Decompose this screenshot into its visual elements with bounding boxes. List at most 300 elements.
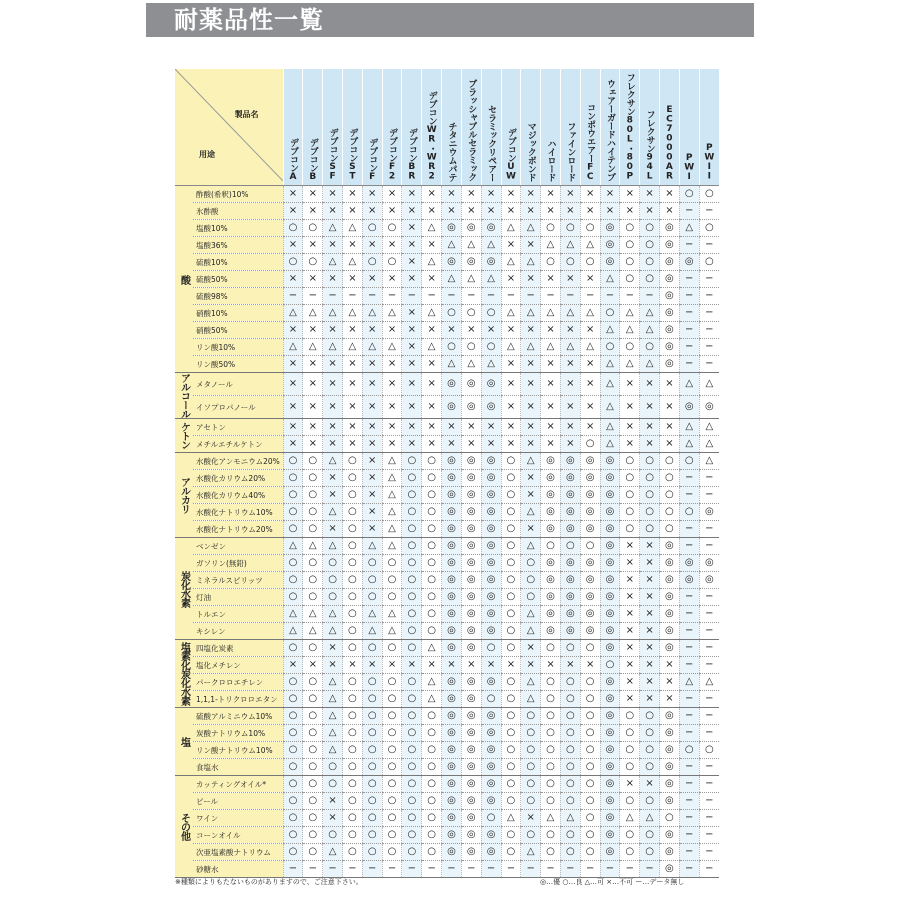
rating-cell: × [560, 322, 580, 339]
rating-cell: × [501, 356, 521, 373]
rating-cell: ○ [541, 844, 561, 861]
rating-cell: ○ [640, 725, 660, 742]
rating-cell: △ [323, 708, 343, 725]
rating-cell: × [422, 356, 442, 373]
product-name-label: 製品名 [234, 110, 259, 119]
rating-cell: ○ [501, 793, 521, 810]
rating-cell: − [679, 759, 699, 776]
rating-cell: △ [461, 271, 481, 288]
rating-cell: × [283, 271, 303, 288]
rating-cell: ○ [560, 220, 580, 237]
rating-cell: × [501, 203, 521, 220]
category-cell [175, 776, 193, 878]
rating-cell: ○ [620, 487, 640, 504]
table-row [175, 373, 719, 396]
rating-cell: △ [382, 339, 402, 356]
rating-cell: ○ [501, 538, 521, 555]
rating-cell: ○ [283, 220, 303, 237]
rating-cell: ○ [501, 572, 521, 589]
table-body [175, 186, 719, 878]
rating-cell: × [620, 186, 640, 203]
rating-cell: ○ [283, 708, 303, 725]
rating-cell: × [620, 419, 640, 436]
rating-cell: ○ [620, 237, 640, 254]
rating-cell: ◎ [541, 555, 561, 572]
category-label: その他 [178, 813, 190, 840]
rating-cell: × [283, 356, 303, 373]
rating-cell: ◎ [660, 237, 680, 254]
rating-cell: − [699, 810, 719, 827]
rating-cell: ◎ [442, 555, 462, 572]
table-row [175, 793, 719, 810]
rating-cell: ○ [362, 572, 382, 589]
column-header-label: デブコンB [307, 137, 318, 181]
rating-cell: ◎ [442, 606, 462, 623]
rating-cell: ○ [541, 538, 561, 555]
rating-cell: ○ [343, 810, 363, 827]
rating-cell: ○ [580, 776, 600, 793]
rating-cell: ◎ [600, 538, 620, 555]
rating-cell: × [343, 237, 363, 254]
rating-cell: − [699, 322, 719, 339]
rating-cell: × [461, 419, 481, 436]
rating-cell: △ [521, 691, 541, 708]
table-row [175, 657, 719, 674]
rating-cell: × [362, 322, 382, 339]
rating-cell: ○ [303, 504, 323, 521]
column-header-label: マジックボンド [525, 121, 536, 181]
rating-cell: × [521, 521, 541, 538]
rating-cell: − [679, 203, 699, 220]
rating-cell: × [620, 572, 640, 589]
rating-cell: − [699, 793, 719, 810]
rating-cell: ○ [343, 589, 363, 606]
rating-cell: ◎ [461, 691, 481, 708]
column-header [283, 69, 303, 186]
rating-cell: ◎ [481, 453, 501, 470]
rating-cell: ○ [283, 776, 303, 793]
rating-cell: △ [481, 356, 501, 373]
rating-cell: × [660, 419, 680, 436]
table-row [175, 606, 719, 623]
rating-cell: △ [620, 356, 640, 373]
rating-cell: ○ [283, 589, 303, 606]
rating-cell: ◎ [660, 271, 680, 288]
rating-cell: × [521, 203, 541, 220]
table-row [175, 725, 719, 742]
rating-cell: − [679, 640, 699, 657]
rating-cell: × [501, 186, 521, 203]
rating-cell: △ [362, 305, 382, 322]
rating-cell: ◎ [600, 589, 620, 606]
rating-cell: △ [283, 305, 303, 322]
rating-cell: − [560, 861, 580, 878]
rating-cell: ◎ [679, 555, 699, 572]
rating-cell: − [699, 237, 719, 254]
rating-cell: × [362, 419, 382, 436]
row-label: 水酸化アンモニウム20% [193, 453, 283, 470]
rating-cell: − [501, 288, 521, 305]
rating-cell: ◎ [442, 396, 462, 419]
rating-cell: × [402, 322, 422, 339]
rating-cell: − [323, 288, 343, 305]
rating-cell: △ [362, 339, 382, 356]
rating-cell: × [362, 657, 382, 674]
rating-cell: × [560, 373, 580, 396]
rating-cell: ○ [323, 827, 343, 844]
rating-cell: ○ [699, 742, 719, 759]
rating-cell: ◎ [600, 606, 620, 623]
rating-cell: ◎ [600, 674, 620, 691]
rating-cell: ○ [640, 759, 660, 776]
rating-cell: ○ [580, 220, 600, 237]
column-header [541, 69, 561, 186]
column-header [640, 69, 660, 186]
rating-cell: ◎ [461, 220, 481, 237]
rating-cell: × [303, 271, 323, 288]
rating-cell: △ [323, 691, 343, 708]
table-row [175, 810, 719, 827]
rating-cell: △ [501, 305, 521, 322]
rating-cell: ○ [362, 674, 382, 691]
rating-cell: ○ [660, 521, 680, 538]
rating-cell: × [442, 657, 462, 674]
rating-cell: ◎ [580, 504, 600, 521]
rating-cell: ○ [283, 470, 303, 487]
rating-cell: ○ [501, 674, 521, 691]
column-header [560, 69, 580, 186]
rating-cell: △ [461, 356, 481, 373]
rating-cell: × [402, 237, 422, 254]
category-cell [175, 186, 193, 373]
rating-cell: △ [521, 606, 541, 623]
rating-cell: − [679, 470, 699, 487]
rating-cell: × [521, 419, 541, 436]
row-label: 水酸化カリウム20% [193, 470, 283, 487]
rating-cell: × [362, 521, 382, 538]
rating-cell: × [640, 657, 660, 674]
rating-cell: × [283, 186, 303, 203]
column-header [422, 69, 442, 186]
rating-cell: ○ [402, 725, 422, 742]
rating-cell: ○ [640, 793, 660, 810]
rating-cell: ◎ [600, 640, 620, 657]
rating-cell: ◎ [560, 555, 580, 572]
rating-cell: ○ [382, 742, 402, 759]
rating-cell: ○ [402, 640, 422, 657]
rating-cell: × [382, 186, 402, 203]
table-row [175, 305, 719, 322]
rating-cell: × [620, 203, 640, 220]
rating-cell: ◎ [560, 470, 580, 487]
rating-cell: × [323, 521, 343, 538]
rating-cell: ○ [580, 708, 600, 725]
rating-cell: ◎ [541, 504, 561, 521]
rating-cell: ◎ [442, 810, 462, 827]
rating-cell: × [303, 237, 323, 254]
rating-cell: − [699, 470, 719, 487]
rating-cell: ○ [303, 759, 323, 776]
rating-cell: ○ [402, 742, 422, 759]
row-label: カッティングオイル* [193, 776, 283, 793]
rating-cell: ◎ [660, 555, 680, 572]
rating-cell: × [343, 436, 363, 453]
rating-cell: − [699, 640, 719, 657]
column-header-label: フレクサン80L・80P [624, 73, 635, 181]
rating-cell: ○ [303, 742, 323, 759]
rating-cell: − [699, 759, 719, 776]
rating-cell: × [560, 203, 580, 220]
header-diagonal [175, 69, 283, 181]
rating-cell: △ [620, 810, 640, 827]
rating-cell: × [620, 538, 640, 555]
rating-cell: △ [422, 305, 442, 322]
rating-cell: ◎ [699, 555, 719, 572]
rating-cell: △ [343, 220, 363, 237]
rating-cell: ◎ [481, 504, 501, 521]
rating-cell: × [362, 470, 382, 487]
rating-cell: ○ [560, 640, 580, 657]
rating-cell: ○ [660, 470, 680, 487]
rating-cell: ○ [620, 470, 640, 487]
rating-cell: ◎ [560, 572, 580, 589]
rating-cell: ○ [679, 453, 699, 470]
rating-cell: ○ [303, 589, 323, 606]
rating-cell: − [679, 691, 699, 708]
rating-cell: ◎ [580, 589, 600, 606]
rating-cell: △ [422, 674, 442, 691]
rating-cell: × [422, 436, 442, 453]
rating-cell: △ [560, 339, 580, 356]
rating-cell: ◎ [541, 572, 561, 589]
rating-cell: × [640, 776, 660, 793]
rating-cell: − [283, 288, 303, 305]
rating-cell: △ [501, 254, 521, 271]
rating-cell: ○ [343, 521, 363, 538]
rating-cell: ○ [422, 742, 442, 759]
rating-cell: × [283, 237, 303, 254]
rating-cell: × [560, 657, 580, 674]
rating-cell: ○ [580, 640, 600, 657]
rating-cell: × [600, 203, 620, 220]
rating-cell: ◎ [660, 589, 680, 606]
rating-cell: × [362, 271, 382, 288]
rating-cell: ○ [303, 555, 323, 572]
rating-cell: ◎ [679, 254, 699, 271]
rating-cell: ◎ [560, 589, 580, 606]
rating-cell: ○ [343, 742, 363, 759]
rating-cell: ◎ [481, 776, 501, 793]
row-label: 灯油 [193, 589, 283, 606]
rating-cell: △ [679, 220, 699, 237]
rating-cell: × [521, 237, 541, 254]
rating-cell: − [382, 288, 402, 305]
rating-cell: ○ [560, 793, 580, 810]
rating-cell: △ [640, 305, 660, 322]
rating-cell: × [323, 322, 343, 339]
rating-cell: ◎ [699, 572, 719, 589]
rating-cell: × [461, 322, 481, 339]
rating-cell: ○ [303, 254, 323, 271]
rating-cell: ○ [640, 742, 660, 759]
rating-cell: × [422, 322, 442, 339]
rating-cell: ◎ [580, 453, 600, 470]
rating-cell: × [580, 373, 600, 396]
rating-cell: × [521, 356, 541, 373]
rating-cell: ◎ [461, 844, 481, 861]
table-row [175, 691, 719, 708]
column-header [679, 69, 699, 186]
column-header [521, 69, 541, 186]
rating-cell: ○ [283, 453, 303, 470]
rating-cell: ◎ [442, 254, 462, 271]
rating-cell: × [640, 572, 660, 589]
rating-cell: × [580, 186, 600, 203]
rating-cell: × [283, 657, 303, 674]
row-label: 硫酸98% [193, 288, 283, 305]
rating-cell: ◎ [660, 623, 680, 640]
rating-cell: △ [323, 623, 343, 640]
rating-cell: ◎ [461, 640, 481, 657]
row-label: 硫酸10% [193, 254, 283, 271]
rating-cell: − [481, 288, 501, 305]
rating-cell: − [679, 305, 699, 322]
rating-cell: ◎ [481, 538, 501, 555]
rating-cell: − [699, 657, 719, 674]
rating-cell: ○ [362, 708, 382, 725]
column-header-label: PWII [704, 143, 715, 181]
rating-cell: △ [362, 623, 382, 640]
rating-cell: − [283, 861, 303, 878]
rating-cell: × [343, 419, 363, 436]
rating-cell: ○ [303, 725, 323, 742]
rating-cell: △ [521, 538, 541, 555]
rating-cell: ○ [620, 504, 640, 521]
rating-cell: ◎ [461, 504, 481, 521]
rating-cell: ○ [283, 572, 303, 589]
rating-cell: × [580, 396, 600, 419]
rating-cell: ○ [501, 827, 521, 844]
rating-cell: − [521, 861, 541, 878]
rating-cell: ◎ [660, 220, 680, 237]
rating-cell: △ [521, 305, 541, 322]
rating-cell: ○ [660, 453, 680, 470]
rating-cell: ◎ [461, 373, 481, 396]
rating-cell: − [679, 623, 699, 640]
rating-cell: △ [541, 237, 561, 254]
rating-cell: × [402, 220, 422, 237]
rating-cell: × [402, 254, 422, 271]
rating-cell: ○ [501, 776, 521, 793]
rating-cell: − [699, 844, 719, 861]
rating-cell: × [402, 419, 422, 436]
rating-cell: ◎ [560, 453, 580, 470]
row-label: 氷酢酸 [193, 203, 283, 220]
column-header-label: ブラッシャブルセラミック [466, 79, 477, 181]
rating-cell: △ [422, 691, 442, 708]
rating-cell: × [580, 271, 600, 288]
rating-cell: × [343, 322, 363, 339]
rating-cell: ○ [521, 742, 541, 759]
rating-cell: ◎ [580, 470, 600, 487]
rating-cell: − [580, 288, 600, 305]
rating-cell: ○ [422, 606, 442, 623]
table-row [175, 237, 719, 254]
rating-cell: ○ [620, 742, 640, 759]
rating-cell: × [600, 186, 620, 203]
rating-cell: ○ [362, 691, 382, 708]
rating-cell: − [600, 288, 620, 305]
rating-cell: △ [560, 810, 580, 827]
rating-cell: − [699, 288, 719, 305]
rating-cell: △ [382, 538, 402, 555]
rating-cell: ○ [303, 674, 323, 691]
rating-cell: ○ [283, 691, 303, 708]
rating-cell: ○ [362, 589, 382, 606]
rating-cell: △ [343, 339, 363, 356]
table-row [175, 844, 719, 861]
rating-cell: ○ [343, 555, 363, 572]
rating-cell: △ [323, 220, 343, 237]
row-label: メタノール [193, 373, 283, 396]
rating-cell: ○ [323, 572, 343, 589]
rating-cell: ◎ [699, 396, 719, 419]
rating-cell: ○ [362, 742, 382, 759]
rating-cell: ◎ [600, 725, 620, 742]
rating-cell: × [402, 436, 422, 453]
column-header [343, 69, 363, 186]
rating-cell: △ [481, 271, 501, 288]
rating-cell: ○ [560, 759, 580, 776]
rating-cell: ○ [660, 487, 680, 504]
table-row [175, 436, 719, 453]
rating-cell: ◎ [679, 396, 699, 419]
table-row [175, 186, 719, 203]
rating-cell: ○ [481, 305, 501, 322]
rating-cell: − [699, 356, 719, 373]
rating-cell: ◎ [580, 521, 600, 538]
column-header [461, 69, 481, 186]
rating-cell: ◎ [442, 538, 462, 555]
rating-cell: △ [580, 237, 600, 254]
header-row [175, 69, 719, 186]
column-header [382, 69, 402, 186]
rating-cell: ◎ [442, 844, 462, 861]
rating-cell: − [679, 827, 699, 844]
rating-cell: × [541, 373, 561, 396]
rating-cell: × [640, 436, 660, 453]
rating-cell: × [402, 356, 422, 373]
rating-cell: ◎ [541, 606, 561, 623]
rating-cell: − [679, 538, 699, 555]
rating-cell: △ [303, 606, 323, 623]
rating-cell: × [620, 640, 640, 657]
table-row [175, 827, 719, 844]
rating-cell: × [620, 623, 640, 640]
column-header-label: ハイロード [545, 138, 556, 181]
rating-cell: ◎ [600, 521, 620, 538]
rating-cell: ○ [303, 793, 323, 810]
rating-cell: △ [580, 339, 600, 356]
rating-cell: ○ [620, 844, 640, 861]
rating-cell: ◎ [600, 555, 620, 572]
rating-cell: ○ [323, 776, 343, 793]
rating-cell: △ [600, 436, 620, 453]
rating-cell: ◎ [679, 572, 699, 589]
rating-cell: ◎ [660, 742, 680, 759]
table-row [175, 487, 719, 504]
rating-cell: ◎ [660, 339, 680, 356]
